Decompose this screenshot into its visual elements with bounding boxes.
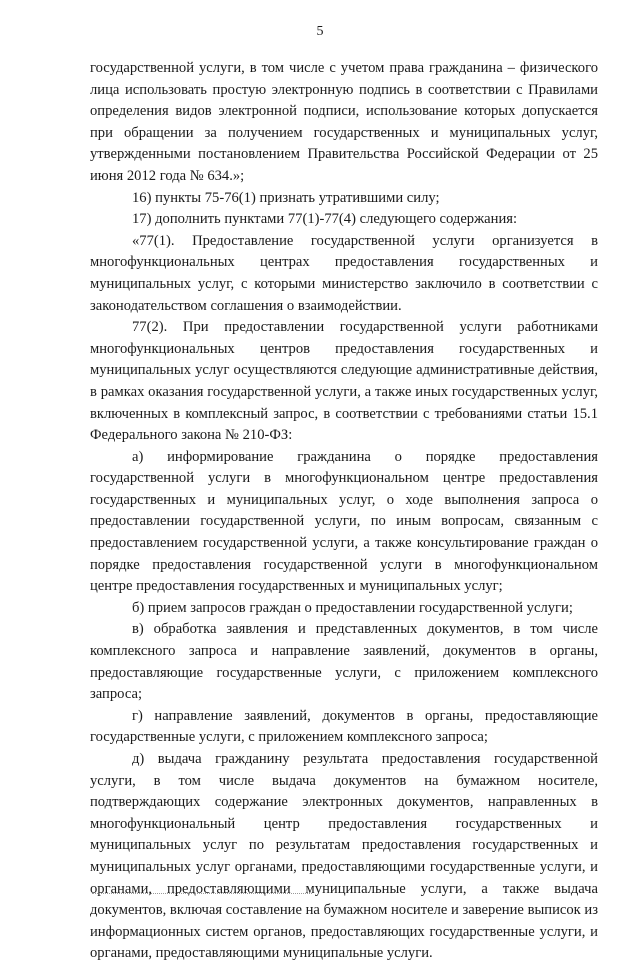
paragraph-subitem-b: б) прием запросов граждан о предоставлении государственной услуги; (132, 599, 573, 616)
paragraph-77-1: «77(1). Предоставление государственной услуги организуется в многофункциональных центрах предоставления государственных и муниципальных услуг, с которыми министерство заключило в соответствии с законодательством соглашения о взаимодействии. (90, 232, 598, 314)
document-body (90, 58, 598, 965)
paragraph-subitem-a: а) информирование гражданина о порядке предоставления государственной услуги в многофункциональном центре предоставления государственных и муниципальных услуг, о ходе выполнения запроса о предоставлении государственной услуги, по иным вопросам, связанным с предоставлением государственной услуги, а также консультирование граждан о порядке предоставления государственной услуги в многофункциональном центре предоставления государственных и муниципальных услуг; (90, 448, 598, 595)
page-number: 5 (316, 24, 324, 39)
paragraph-continuation: государственной услуги, в том числе с учетом права гражданина – физического лица использовать простую электронную подпись в соответствии с Правилами определения видов электронной подписи, использование которых допускается при обращении за получением государственных и муниципальных услуг, утвержденными постановлением Правительства Российской Федерации от 25 июня 2012 года № 634.»; (90, 60, 598, 184)
paragraph-subitem-g: г) направление заявлений, документов в органы, предоставляющие государственные услуги, с приложением комплексного запроса; (90, 707, 598, 746)
paragraph-subitem-d: д) выдача гражданину результата предоставления государственной услуги, в том числе выдача документов на бумажном носителе, подтверждающих содержание электронных документов, направленных в многофункциональный центр предоставления государственных и муниципальных услуг по результатам предоставления государственных и муниципальных услуг органами, предоставляющими государственные услуги, и органами, предоставляющими муниципальные услуги, а также выдача документов, включая составление на бумажном носителе и заверение выписок из информационных систем органов, предоставляющих государственные услуги, и органами, предоставляющими муниципальные услуги. (90, 751, 598, 962)
paragraph-subitem-v: в) обработка заявления и представленных документов, в том числе комплексного запроса и направление заявлений, документов в органы, предоставляющие государственные услуги, с приложением комплексного запроса; (90, 621, 598, 703)
footer-divider (92, 893, 312, 894)
paragraph-77-2: 77(2). При предоставлении государственной услуги работниками многофункциональных центров предоставления государственных и муниципальных услуг осуществляются следующие административные действия, в рамках оказания государственной услуги, а также иных государственных услуг, включенных в комплексный запрос, в соответствии с требованиями статьи 15.1 Федерального закона № 210-ФЗ: (90, 319, 598, 444)
paragraph-item-16: 16) пункты 75-76(1) признать утратившими силу; (132, 189, 440, 206)
paragraph-item-17: 17) дополнить пунктами 77(1)-77(4) следующего содержания: (132, 211, 518, 228)
